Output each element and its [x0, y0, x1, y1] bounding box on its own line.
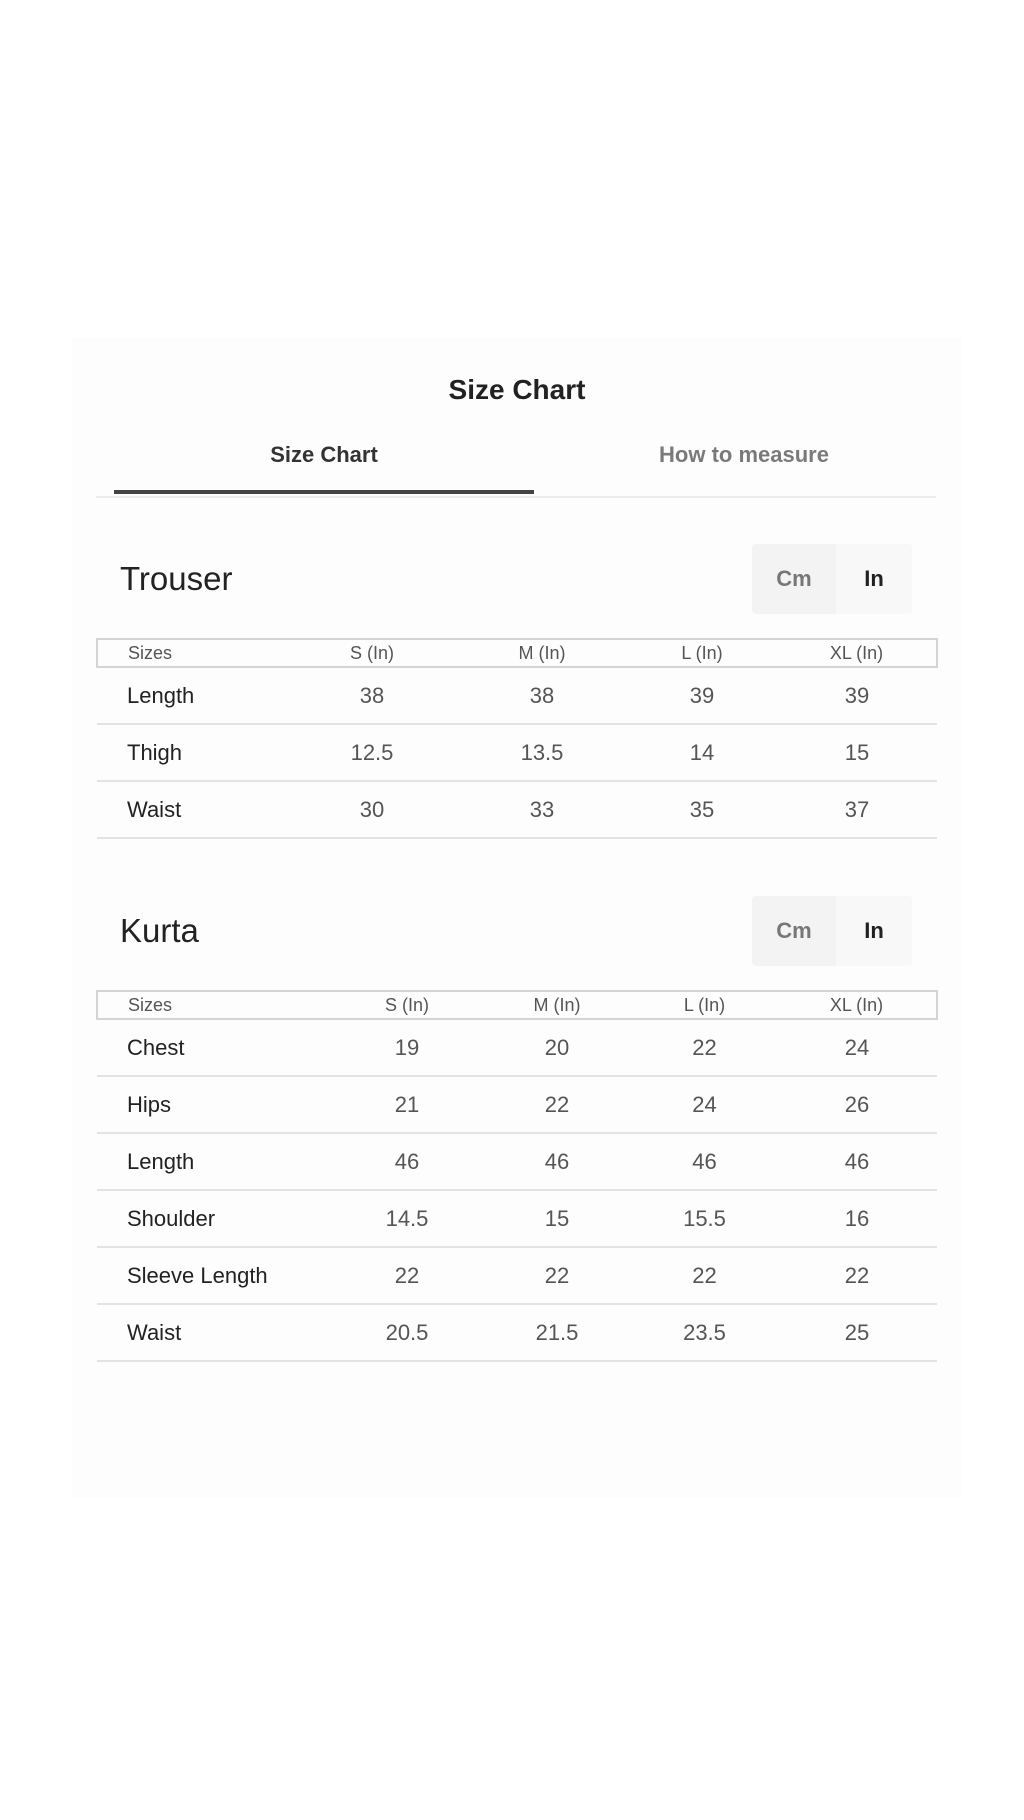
trouser-unit-in-button[interactable]: In — [836, 544, 912, 614]
kurta-size-table — [96, 990, 938, 1362]
size-chart-modal — [72, 338, 962, 1498]
cell-value: 14 — [627, 724, 777, 781]
row-label: Chest — [97, 1019, 332, 1076]
modal-title: Size Chart — [448, 374, 586, 405]
header-sizes: Sizes — [97, 991, 332, 1019]
cell-value: 19 — [332, 1019, 482, 1076]
cell-value: 20 — [482, 1019, 632, 1076]
header-m: M (In) — [482, 991, 632, 1019]
cell-value: 22 — [482, 1076, 632, 1133]
cell-value: 38 — [287, 667, 457, 724]
cell-value: 46 — [632, 1133, 777, 1190]
header-l: L (In) — [627, 639, 777, 667]
cell-value: 21.5 — [482, 1304, 632, 1361]
cell-value: 12.5 — [287, 724, 457, 781]
cell-value: 37 — [777, 781, 937, 838]
table-row — [97, 1190, 937, 1247]
trouser-unit-cm-button[interactable]: Cm — [776, 566, 812, 591]
kurta-title: Kurta — [120, 912, 199, 949]
header-xl: XL (In) — [777, 991, 937, 1019]
row-label: Thigh — [97, 724, 287, 781]
table-row — [97, 667, 937, 724]
cell-value: 46 — [332, 1133, 482, 1190]
row-label: Length — [97, 1133, 332, 1190]
table-row — [97, 1133, 937, 1190]
row-label: Shoulder — [97, 1190, 332, 1247]
cell-value: 24 — [632, 1076, 777, 1133]
cell-value: 14.5 — [332, 1190, 482, 1247]
tab-size-chart[interactable]: Size Chart — [114, 430, 534, 494]
table-row — [97, 1247, 937, 1304]
row-label: Waist — [97, 1304, 332, 1361]
row-label: Hips — [97, 1076, 332, 1133]
cell-value: 38 — [457, 667, 627, 724]
cell-value: 15 — [482, 1190, 632, 1247]
cell-value: 16 — [777, 1190, 937, 1247]
table-row — [97, 781, 937, 838]
table-row — [97, 1019, 937, 1076]
tab-how-to-measure[interactable]: How to measure — [659, 442, 829, 467]
table-header-row — [97, 639, 937, 667]
row-label: Length — [97, 667, 287, 724]
header-sizes: Sizes — [97, 639, 287, 667]
cell-value: 35 — [627, 781, 777, 838]
cell-value: 46 — [482, 1133, 632, 1190]
kurta-unit-toggle — [752, 896, 912, 966]
header-xl: XL (In) — [777, 639, 937, 667]
header-m: M (In) — [457, 639, 627, 667]
cell-value: 22 — [777, 1247, 937, 1304]
row-label: Waist — [97, 781, 287, 838]
cell-value: 33 — [457, 781, 627, 838]
row-label: Sleeve Length — [97, 1247, 332, 1304]
cell-value: 26 — [777, 1076, 937, 1133]
cell-value: 39 — [627, 667, 777, 724]
kurta-unit-in-button[interactable]: In — [836, 896, 912, 966]
cell-value: 21 — [332, 1076, 482, 1133]
cell-value: 22 — [632, 1019, 777, 1076]
cell-value: 13.5 — [457, 724, 627, 781]
header-s: S (In) — [332, 991, 482, 1019]
cell-value: 22 — [332, 1247, 482, 1304]
tab-bar — [96, 430, 936, 498]
cell-value: 25 — [777, 1304, 937, 1361]
cell-value: 46 — [777, 1133, 937, 1190]
header-s: S (In) — [287, 639, 457, 667]
cell-value: 24 — [777, 1019, 937, 1076]
trouser-unit-toggle — [752, 544, 912, 614]
cell-value: 39 — [777, 667, 937, 724]
cell-value: 20.5 — [332, 1304, 482, 1361]
cell-value: 23.5 — [632, 1304, 777, 1361]
table-header-row — [97, 991, 937, 1019]
trouser-size-table — [96, 638, 938, 839]
kurta-unit-cm-button[interactable]: Cm — [776, 918, 812, 943]
trouser-title: Trouser — [120, 560, 233, 597]
header-l: L (In) — [632, 991, 777, 1019]
table-row — [97, 724, 937, 781]
cell-value: 30 — [287, 781, 457, 838]
cell-value: 15.5 — [632, 1190, 777, 1247]
cell-value: 22 — [482, 1247, 632, 1304]
table-row — [97, 1304, 937, 1361]
cell-value: 15 — [777, 724, 937, 781]
cell-value: 22 — [632, 1247, 777, 1304]
table-row — [97, 1076, 937, 1133]
